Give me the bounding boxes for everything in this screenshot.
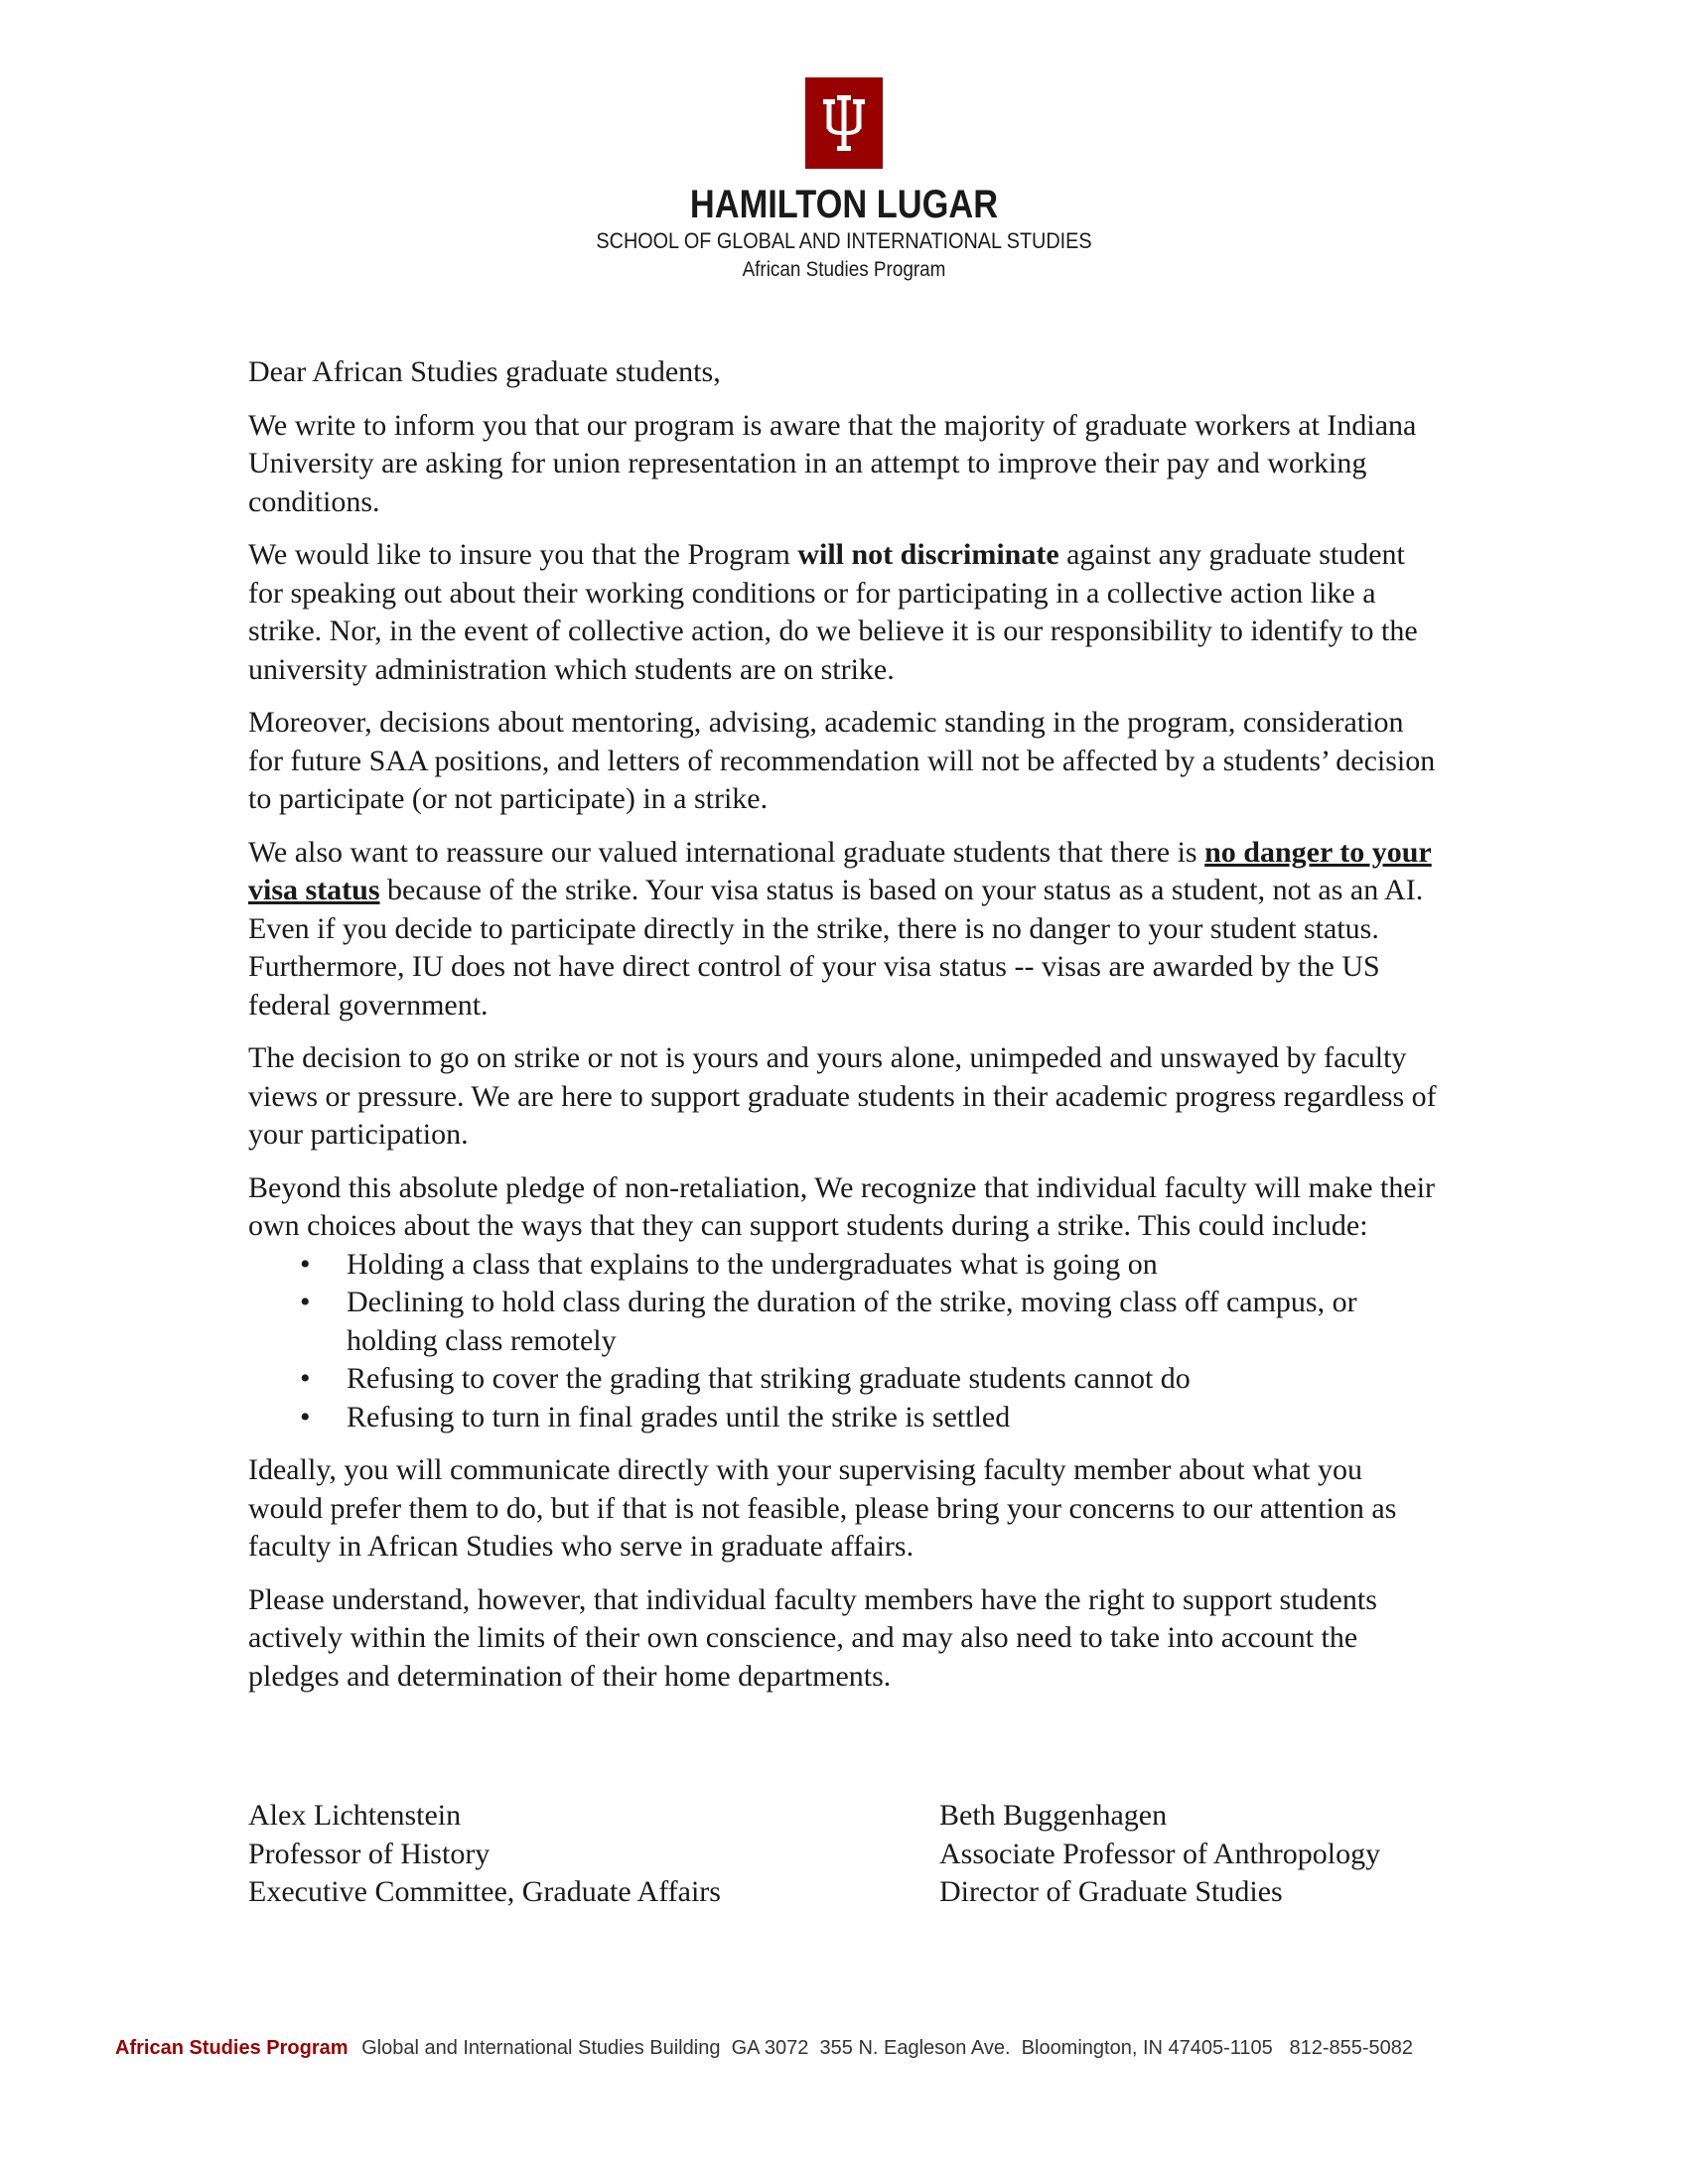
list-item: [248, 1284, 1440, 1360]
list-item-text: Declining to hold class during the duration of the strike, moving class off campus, or holding class remotely: [347, 1286, 1357, 1357]
footer-program: African Studies Program: [115, 2037, 349, 2059]
signer-name: Alex Lichtenstein: [248, 1799, 462, 1832]
letter-body: [248, 353, 1440, 1710]
paragraph-conscience: Please understand, however, that individual faculty members have the right to support students actively within the limits of their own conscience, and may also need to take into account the pledges and determination of their home departments.: [248, 1582, 1377, 1693]
paragraph-communicate: Ideally, you will communicate directly with your supervising faculty member about what you would prefer them to do, but if that is not feasible, please bring your concerns to our attention as faculty in African Studies who serve in graduate affairs.: [248, 1453, 1397, 1563]
letterhead: [0, 77, 1688, 284]
paragraph-union: We write to inform you that our program is aware that the majority of graduate workers at Indiana University are asking for union representation in an attempt to improve their pay and working conditions.: [248, 408, 1417, 518]
bullet-icon: •: [300, 1400, 311, 1433]
footer-room: GA 3072: [731, 2037, 809, 2059]
paragraph-decision: The decision to go on strike or not is yours and yours alone, unimpeded and unswayed by faculty views or pressure. We are here to support graduate students in their academic progress regardless of your participation.: [248, 1041, 1437, 1151]
p4-underlined-emphasis: no danger to your visa status: [248, 835, 1432, 906]
signer-name: Beth Buggenhagen: [939, 1799, 1168, 1832]
bullet-icon: •: [300, 1247, 311, 1281]
footer-building: Global and International Studies Building: [361, 2037, 721, 2059]
iu-trident-logo-icon: [805, 77, 883, 169]
p4-text-post: because of the strike. Your visa status is based on your status as a student, not as an AI. Even if you decide to participate directly in the strike, there is no danger to your student status. Furthermore, IU does not have direct control of your visa status -- visas are awarded by the US federal government.: [248, 874, 1424, 1022]
signature-block-right: [939, 1797, 1380, 1912]
list-item-text: Refusing to turn in final grades until the strike is settled: [347, 1400, 1011, 1433]
support-options-list: [248, 1246, 1440, 1437]
paragraph-pledge: Beyond this absolute pledge of non-retaliation, We recognize that individual faculty will make their own choices about the ways that they can support students during a strike. This could include:: [248, 1170, 1436, 1242]
signer-role: Director of Graduate Studies: [939, 1875, 1283, 1908]
paragraph-non-discrimination: [248, 536, 1440, 689]
list-item-text: Holding a class that explains to the undergraduates what is going on: [347, 1247, 1158, 1281]
p2-text-post: against any graduate student for speaking out about their working conditions or for participating in a collective action like a strike. Nor, in the event of collective action, do we believe it is our responsibility to identify to the university administration which students are on strike.: [248, 538, 1418, 686]
list-item-text: Refusing to cover the grading that striking graduate students cannot do: [347, 1362, 1191, 1395]
signer-role: Executive Committee, Graduate Affairs: [248, 1875, 721, 1908]
bullet-icon: •: [300, 1362, 311, 1395]
p2-text-pre: We would like to insure you that the Program: [248, 538, 798, 571]
p2-bold-emphasis: will not discriminate: [797, 538, 1059, 571]
footer-street: 355 N. Eagleson Ave.: [819, 2037, 1011, 2059]
p4-text-pre: We also want to reassure our valued international graduate students that there is: [248, 835, 1205, 869]
footer-address: [115, 2037, 1624, 2060]
salutation: Dear African Studies graduate students,: [248, 355, 721, 388]
list-item: [248, 1399, 1440, 1437]
bullet-icon: •: [300, 1286, 311, 1318]
signer-title: Professor of History: [248, 1837, 491, 1870]
footer-city: Bloomington, IN 47405-1105: [1021, 2037, 1273, 2059]
footer-phone: 812-855-5082: [1289, 2037, 1414, 2059]
school-name: HAMILTON LUGAR: [689, 183, 999, 226]
signer-title: Associate Professor of Anthropology: [939, 1837, 1381, 1870]
list-item: [248, 1246, 1440, 1285]
paragraph-visa: [248, 834, 1440, 1025]
list-item: [248, 1360, 1440, 1399]
signature-block-left: [248, 1797, 721, 1912]
school-subtitle: SCHOOL OF GLOBAL AND INTERNATIONAL STUDIES: [596, 228, 1092, 253]
program-name: African Studies Program: [742, 258, 946, 281]
paragraph-mentoring: Moreover, decisions about mentoring, advising, academic standing in the program, consideration for future SAA positions, and letters of recommendation will not be affected by a students’ decision to participate (or not participate) in a strike.: [248, 706, 1436, 815]
